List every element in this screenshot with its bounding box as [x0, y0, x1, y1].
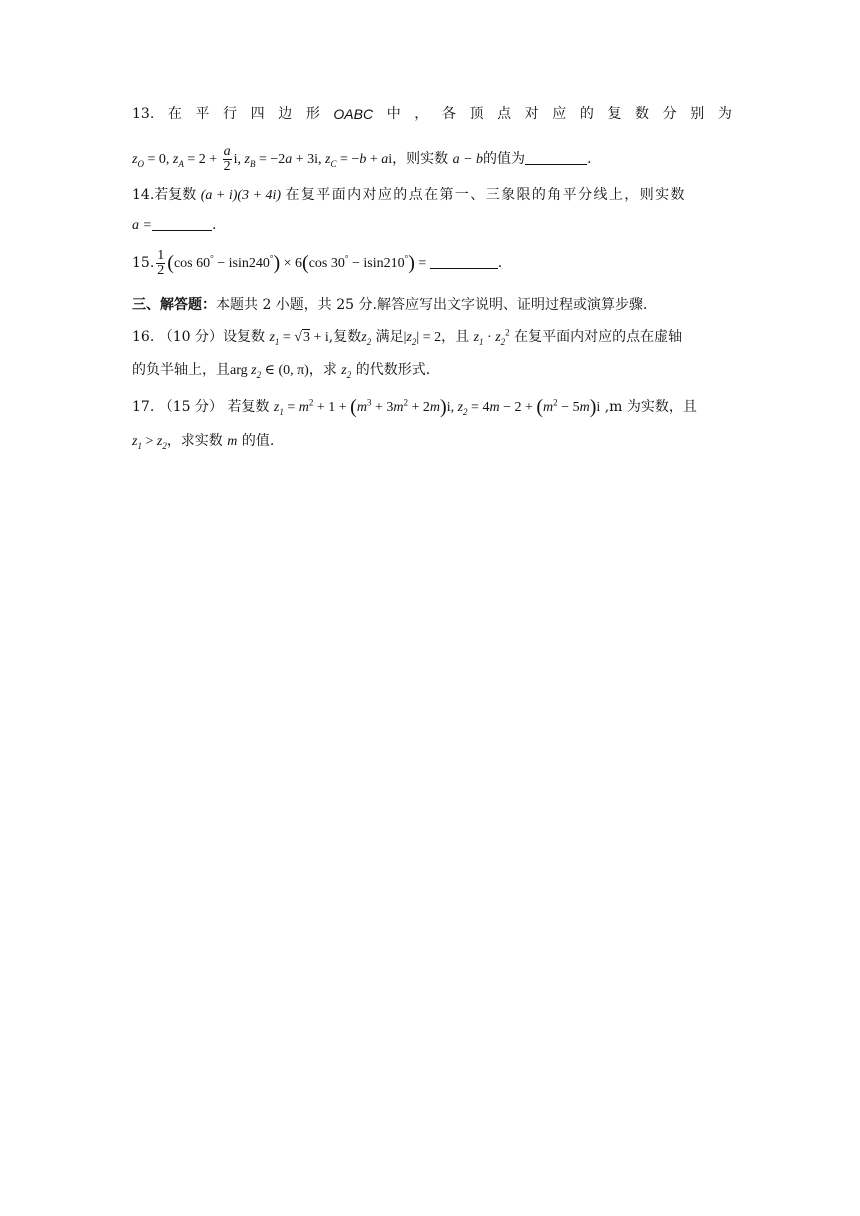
q14-var: a = [132, 218, 152, 233]
q13-answer-blank [525, 150, 587, 165]
q14-text2: 在复平面内对应的点在第一、三象限的角平分线上，则实数 [285, 187, 686, 203]
q13-token: 分 [662, 106, 677, 122]
q16-text1: 设复数 [222, 329, 265, 345]
q13-token: 应 [552, 106, 567, 122]
q16-arg: arg $z_2$ ∈ (0, π) [230, 363, 309, 380]
q13-tail: 的值为 [483, 151, 526, 167]
q14-line2 [132, 215, 732, 236]
q13-line2 [132, 142, 732, 176]
q16-z1-formula: $z_1 = √3 + i$ [269, 330, 329, 347]
q16-modulus: $|z_2| = 2$ [403, 330, 442, 347]
q13-token: 别 [690, 106, 705, 122]
q16-z2: $z_2$ [361, 330, 372, 347]
q13-token: ， [414, 106, 429, 122]
q16-product: $z_1 \cdot z_2^2$ [473, 327, 510, 347]
q13-token: 各 [441, 106, 456, 122]
q17-text4: 的值. [241, 433, 275, 449]
section-heading: 三、解答题： [132, 297, 216, 313]
q17-number: 17. [132, 399, 155, 415]
q14-line1 [132, 185, 732, 206]
q14-expr: (a + i)(3 + 4i) [200, 188, 282, 203]
q13-token: 四 [250, 106, 265, 122]
q17-inequality: $z_1 > z_2$ [132, 434, 167, 451]
q13-formula: $z_O = 0$, $z_A = 2$ + $\frac{a}{2}$ i, $z_B = -2a + 3i$, $z_C = -b$ + ai [132, 144, 393, 175]
q13-token: 顶 [469, 106, 484, 122]
q17-text1: 若复数 [227, 399, 270, 415]
q13-token: 为 [717, 106, 732, 122]
q16-text2: ,复数 [328, 329, 362, 345]
q13-line1 [132, 104, 732, 124]
q14-text1: 若复数 [154, 187, 197, 203]
q16-text3: 满足 [375, 329, 404, 345]
q13-text: ，则实数 [392, 151, 449, 167]
q17-line2 [132, 431, 732, 452]
q16-line2 [132, 360, 732, 381]
q13-token: 在 [167, 106, 182, 122]
q14-number: 14. [132, 187, 155, 203]
q14-answer-blank [152, 216, 212, 231]
q13-token: 数 [635, 106, 650, 122]
q15-formula: $\frac{1}{2}$ (cos 60° − isin240°) × 6(cos 30° − isin210°) = [157, 248, 430, 279]
q13-token: 的 [579, 106, 594, 122]
q16-text6: 的负半轴上，且 [132, 362, 230, 378]
section-text: 本题共 2 小题，共 25 分.解答应写出文字说明、证明过程或演算步骤. [216, 297, 648, 313]
q16-z2-b: $z_2$ [341, 363, 352, 380]
q13-token: 行 [223, 106, 238, 122]
q15-answer-blank [430, 254, 498, 269]
q15-line [132, 246, 732, 280]
q13-token: 点 [497, 106, 512, 122]
q13-expr: a − b [452, 152, 484, 167]
q16-text5: 在复平面内对应的点在虚轴 [514, 329, 683, 345]
q16-text4: ，且 [441, 329, 470, 345]
q13-token: 平 [195, 106, 210, 122]
q16-line1 [132, 327, 732, 348]
q17-text3: ，求实数 [166, 433, 223, 449]
q16-text7: ，求 [308, 362, 337, 378]
q17-score: （15 分） [158, 399, 223, 415]
q13-period: . [587, 151, 592, 167]
q13-token: 对 [524, 106, 539, 122]
q13-number: 13. [132, 106, 155, 122]
q13-token: 形 [305, 106, 320, 122]
q17-line1 [132, 397, 732, 418]
q13-token: 中 [386, 106, 401, 122]
q17-var-m: m [227, 434, 238, 449]
q15-period: . [497, 255, 503, 271]
q16-number: 16. [132, 329, 155, 345]
q14-period: . [211, 217, 217, 233]
q17-formula: $z_1 = m^2 + 1 + (m^3 + 3m^2 + 2m)i$, $z_2 = 4m - 2 + (m^2 - 5m)i$ [273, 396, 601, 418]
q15-number: 15. [132, 255, 155, 271]
q17-text2: ,m 为实数，且 [604, 399, 697, 415]
q16-text8: 的代数形式. [355, 362, 431, 378]
section-heading-line [132, 295, 732, 315]
q13-token: OABC [333, 106, 374, 122]
q13-token: 边 [278, 106, 293, 122]
q13-token: 复 [607, 106, 622, 122]
q16-score: （10 分） [158, 329, 223, 345]
